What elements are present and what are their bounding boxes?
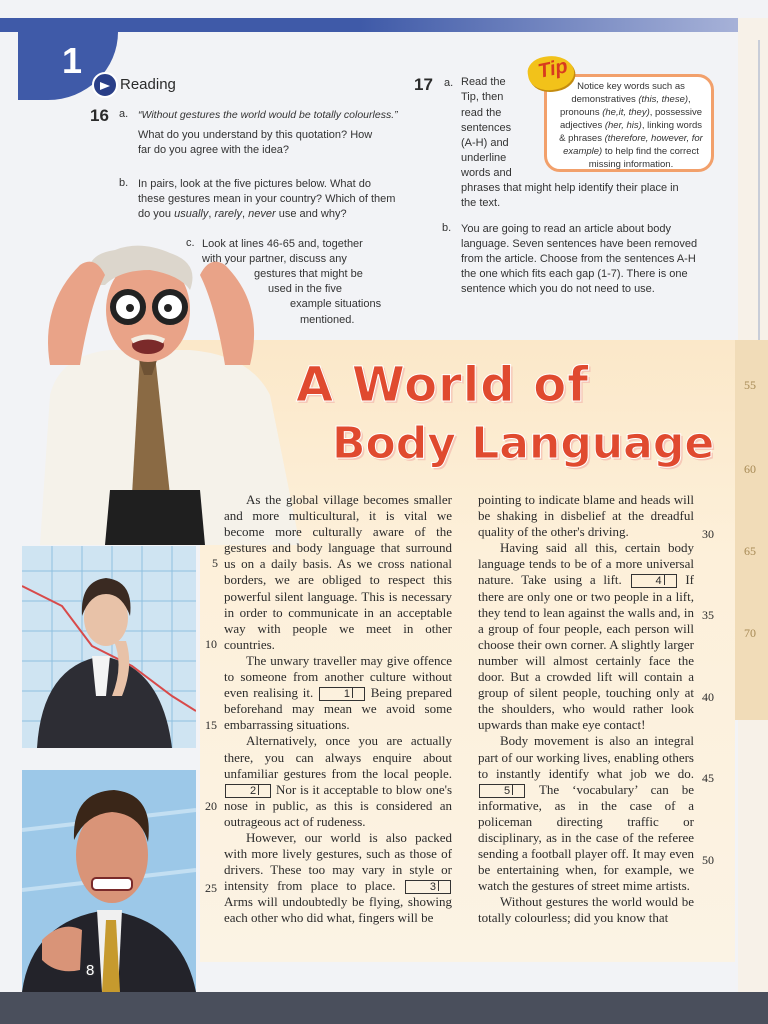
exercise-17a-line: phrases that might help identify their place in [461, 182, 679, 194]
exercise-letter: b. [119, 177, 129, 189]
exercise-16c-line: example situations [290, 298, 382, 310]
line-number: 50 [702, 853, 714, 867]
article-paragraph: pointing to indicate blame and heads will be shaking in disbelief at the dreadful quality of the other's driving. [478, 492, 694, 540]
article-title-line-1: A World of [296, 357, 590, 413]
exercise-letter: b. [442, 222, 452, 234]
section-title: Reading [120, 76, 176, 93]
exercise-17a-line: underline [461, 152, 507, 164]
line-number: 15 [205, 718, 217, 732]
line-number: 10 [205, 637, 217, 651]
exercise-17a-line: read the [461, 107, 502, 119]
margin-line-number: 70 [744, 626, 756, 640]
exercise-number: 16 [90, 106, 109, 125]
exercise-letter: a. [119, 108, 129, 120]
exercise-16b-text: In pairs, look at the five pictures below. What do these gestures mean in your country? Which of them do you usually, rarely, never use and why? [138, 178, 396, 220]
exercise-16c-line: Look at lines 46-65 and, together [202, 238, 363, 250]
article-paragraph: The unwary traveller may give offence to someone from another culture without even realising it. 1 Being prepared beforehand may mean we avoid some embarrassing situations. [224, 652, 452, 733]
line-number: 40 [702, 690, 714, 704]
exercise-17a-line: sentences [461, 122, 512, 134]
angry-man-photo [22, 770, 196, 992]
arrow-right-icon [92, 72, 118, 98]
exercise-letter: c. [186, 237, 195, 249]
exercise-letter: a. [444, 77, 454, 89]
gap-box[interactable]: 4 [631, 574, 677, 588]
article-paragraph: However, our world is also packed with more lively gestures, such as those of drivers. These too may vary in style or intensity from place to place. 3 Arms will undoubtedly be flying, showing each other who did what, fingers will be [224, 829, 452, 926]
unit-number: 1 [62, 40, 83, 81]
next-page-article-edge [730, 340, 768, 720]
gap-box[interactable]: 5 [479, 784, 525, 798]
quotation: “Without gestures the world would be totally colourless.” [138, 109, 398, 121]
exercise-number: 17 [414, 75, 433, 94]
margin-line-number: 55 [744, 378, 756, 392]
line-number: 35 [702, 608, 714, 622]
page-number: 8 [86, 962, 95, 979]
line-number: 30 [702, 527, 714, 541]
margin-line-number: 60 [744, 462, 756, 476]
gap-box[interactable]: 2 [225, 784, 271, 798]
article-left-column [224, 492, 452, 927]
next-page-rule [758, 40, 760, 340]
exercise-17a-line: words and [461, 167, 512, 179]
exercise-16c-line: mentioned. [300, 314, 355, 326]
top-band-fade [360, 18, 740, 32]
exercise-17a-line: Read the [461, 76, 506, 88]
gap-box[interactable]: 3 [405, 880, 451, 894]
exercise-16a-question: What do you understand by this quotation? How far do you agree with the idea? [138, 129, 373, 156]
exercise-17a-line: the text. [461, 197, 501, 209]
angry-man-drawing [22, 770, 196, 992]
article-paragraph: Body movement is also an integral part of our working lives, enabling others to instantly identify what job we do. 5 The ‘vocabulary’ can be informative, as in the case of a policeman directing traffic or disciplinary, as in the case of the referee sending a football player off. It may even be entertaining when, for example, we watch the gestures of street mime artists. [478, 733, 695, 894]
exercise-17a-line: Tip, then [461, 91, 504, 103]
bottom-band [0, 992, 768, 1024]
line-number: 20 [205, 799, 217, 813]
line-number: 25 [205, 881, 217, 895]
article-right-column [478, 492, 694, 927]
line-number: 5 [212, 556, 218, 570]
gap-box[interactable]: 1 [319, 687, 365, 701]
exercise-16c-line: used in the five [268, 283, 342, 295]
margin-line-number: 65 [744, 544, 756, 558]
article-paragraph: As the global village becomes smaller and more multicultural, it is vital we become more culturally aware of the gestures and body language that surround us on a daily basis. As we cross national borders, we are obliged to respect this powerful silent language. This is necessary in order to communicate in an acceptable way with people we meet in other countries. [224, 492, 452, 652]
thinking-woman-photo [22, 546, 196, 748]
exercise-17b-text: You are going to read an article about body language. Seven sentences have been removed from the article. Choose from the sentences A-H the one which fits each gap (1-7). There is one sentence which you do not need to use. [461, 223, 698, 295]
tip-text: Notice key words such as demonstratives (this, these), pronouns (he,it, they), possessive adjectives (her, his), linking words & phrases (therefore, however, for example) to help find the correct missing information. [559, 81, 703, 170]
line-number: 45 [702, 771, 714, 785]
exercise-16c-line: with your partner, discuss any [202, 253, 347, 265]
article-paragraph: Alternatively, once you are actually there, you can always enquire about unfamiliar gestures from the local people. 2 Nor is it acceptable to blow one's nose in public, as this is considered an outrageous act of rudeness. [224, 733, 452, 829]
exercise-16c-line: gestures that might be [254, 268, 363, 280]
article-paragraph: Having said all this, certain body language tends to be of a more universal nature. Take using a lift. 4 If there are only one or two people in a lift, they tend to lean against the walls and, in a group of four people, each person will choose their own corner. A slightly larger number will almost certainly face the door. But a crowded lift will contain a group of silent people, touching only at the shoulders, who would rather look upwards than make eye contact! [478, 540, 695, 733]
thinking-woman-drawing [22, 546, 196, 748]
article-title-line-2: Body Language [332, 418, 715, 469]
tip-badge-label: Tip [536, 55, 570, 83]
exercise-17a-line: (A-H) and [461, 137, 509, 149]
article-paragraph: Without gestures the world would be totally colourless; did you know that [478, 894, 694, 926]
